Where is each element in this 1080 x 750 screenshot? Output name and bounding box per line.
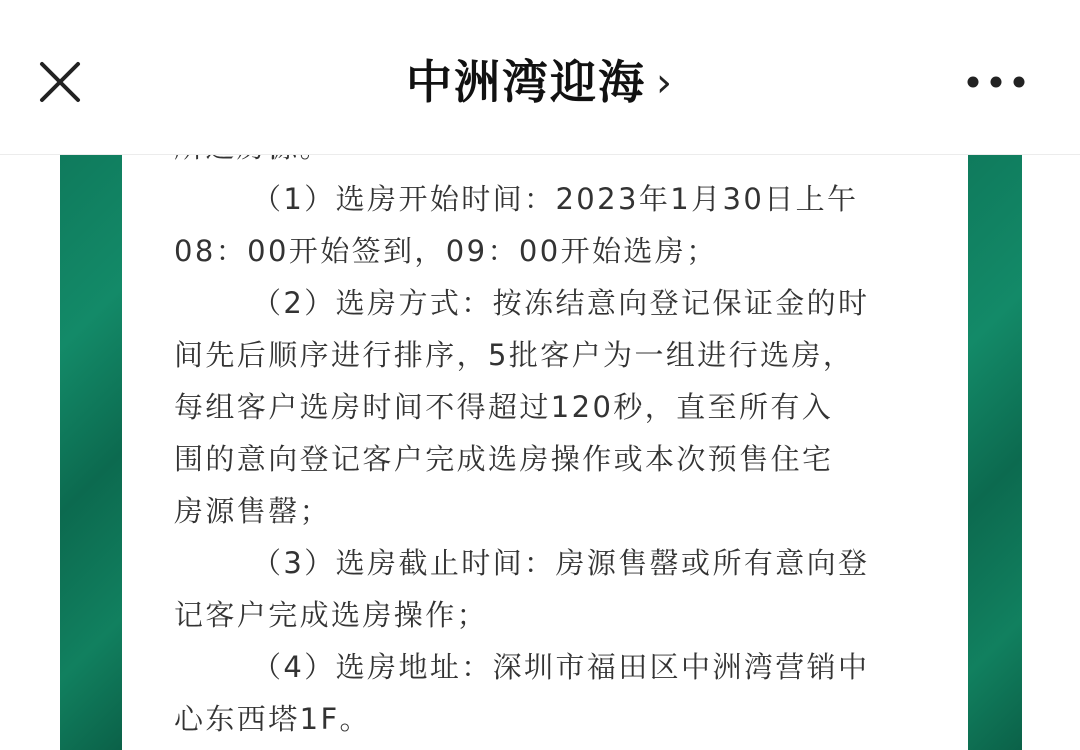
article-line: 间先后顺序进行排序，5批客户为一组进行选房， [174,338,855,372]
poster-paper [122,150,968,750]
poster-border-left [60,150,122,750]
article-line: （1）选房开始时间：2023年1月30日上午 [252,182,859,216]
article-line: （3）选房截止时间：房源售罄或所有意向登 [252,546,870,580]
article-line: 08：00开始签到，09：00开始选房； [174,234,718,268]
chevron-right-icon: › [656,60,674,106]
top-nav-bar [0,0,1080,155]
article-line: （2）选房方式：按冻结意向登记保证金的时 [252,286,870,320]
article-line: 围的意向登记客户完成选房操作或本次预售住宅 [174,442,834,476]
article-line: 每组客户选房时间不得超过120秒，直至所有入 [174,390,834,424]
article-line: 记客户完成选房操作； [174,598,489,632]
account-title-link[interactable] [0,52,1080,113]
article-line: 房源售罄； [174,494,332,528]
article-text [174,121,904,745]
article-line: （4）选房地址：深圳市福田区中洲湾营销中 [252,650,870,684]
article-line: 心东西塔1F。 [174,702,371,736]
poster-border-right [968,150,1022,750]
more-dots-icon [964,68,1028,96]
more-button[interactable] [964,68,1028,96]
page-title: 中洲湾迎海 [406,55,646,109]
